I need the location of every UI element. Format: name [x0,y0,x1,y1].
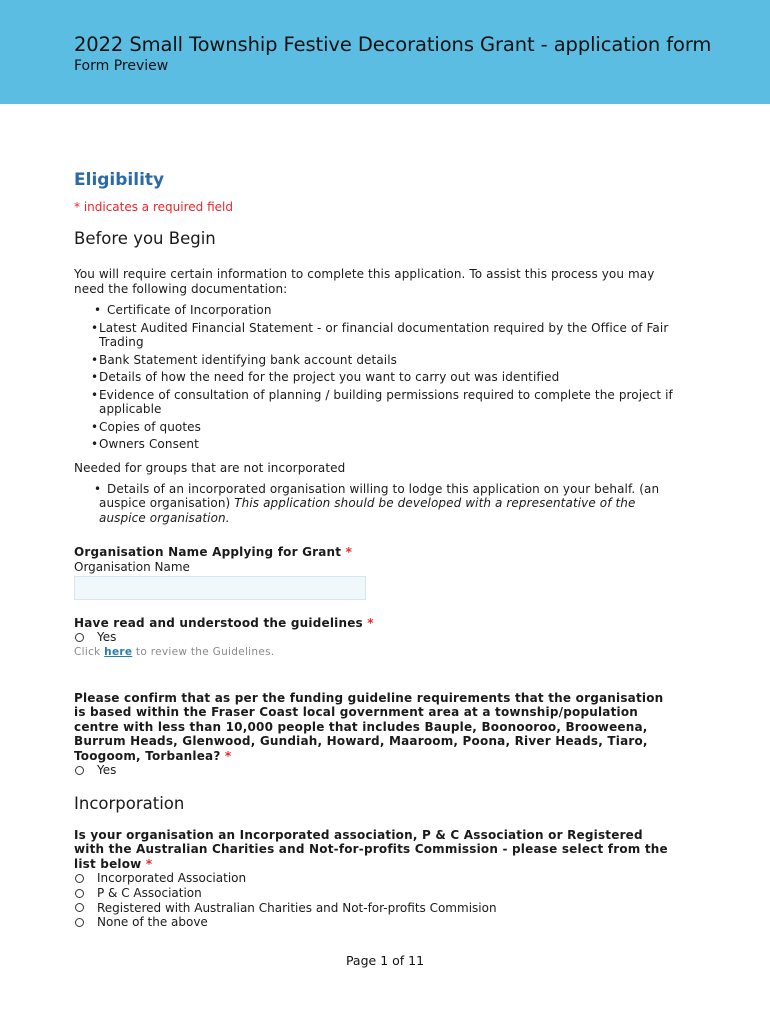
radio-button[interactable] [75,874,84,883]
radio-button[interactable] [75,903,84,912]
list-item: • Latest Audited Financial Statement - or financial documentation required by the Office of Fair Trading [91,320,669,349]
list-item: • Details of an incorporated organisation willing to lodge this application on your behalf. (an auspice organisation) This application should be developed with a representative of the auspice organisation. [94,481,660,525]
section-title-eligibility: Eligibility [74,170,165,190]
radio-option-incorporated[interactable]: Incorporated Association [74,871,674,886]
auspice-note: This application should be developed with a representative of the auspice organisation. [99,496,636,525]
question-label: Have read and understood the guidelines * [74,615,374,630]
radio-button[interactable] [75,918,84,927]
intro-paragraph: You will require certain information to complete this application. To assist this process you may need the following documentation: [74,267,655,296]
list-item: • Owners Consent [91,437,199,451]
guidelines-link[interactable]: here [104,645,133,658]
page-indicator: Page 1 of 11 [345,953,425,968]
form-content [74,170,674,930]
before-you-begin-heading: Before you Begin [74,229,216,248]
guidelines-hint: Click here to review the Guidelines. [74,645,275,658]
form-header [0,0,770,104]
list-item: • Certificate of Incorporation [94,303,272,317]
field-caption: Organisation Name [74,559,190,574]
required-field-note: * indicates a required field [74,200,233,214]
question-label: Is your organisation an Incorporated association, P & C Association or Registered with the Australian Charities and Not-for-profits Commission - please select from the list below * [74,827,668,871]
required-star: * [367,615,374,630]
required-star: * [145,856,153,871]
radio-button[interactable] [75,766,84,775]
question-incorporation [74,828,674,930]
required-star: * [224,748,232,763]
radio-button[interactable] [75,889,84,898]
list-item: • Details of how the need for the project you want to carry out was identified [91,370,560,384]
bullet-icon: • [91,370,99,384]
auspice-list [74,482,674,526]
form-title: 2022 Small Township Festive Decorations Grant - application form [74,33,712,56]
list-item: • Evidence of consultation of planning / building permissions required to complete the project if applicable [91,387,673,416]
form-subtitle: Form Preview [74,58,169,74]
bullet-icon: • [91,387,99,402]
section-title-incorporation: Incorporation [74,793,185,813]
bullet-icon: • [94,303,102,317]
radio-option-none[interactable]: None of the above [74,915,674,930]
radio-option-yes[interactable]: Yes [74,763,674,778]
not-incorporated-intro: Needed for groups that are not incorporated [74,460,346,475]
radio-button[interactable] [75,633,84,642]
radio-option-yes[interactable]: Yes [74,630,674,645]
list-item: • Bank Statement identifying bank account details [91,352,398,367]
bullet-icon: • [91,437,99,451]
required-star: * [345,545,353,559]
bullet-icon: • [91,352,99,367]
question-label: Organisation Name Applying for Grant * [74,545,353,559]
question-location [74,691,674,778]
documents-list [74,303,674,452]
list-item: • Copies of quotes [91,419,202,434]
bullet-icon: • [91,419,99,434]
radio-option-pc-association[interactable]: P & C Association [74,886,674,901]
organisation-name-input[interactable] [74,576,366,600]
radio-option-acnc[interactable]: Registered with Australian Charities and Not-for-profits Commision [74,900,674,915]
question-org-name [74,545,674,600]
question-guidelines [74,616,674,658]
bullet-icon: • [94,481,102,496]
question-label: Please confirm that as per the funding guideline requirements that the organisation is based within the Fraser Coast local government area at a township/population centre with less than 10,000 people that includes Bauple, Boonooroo, Brooweena, Burrum Heads, Glenwood, Gundiah, Howard, Maaroom, Poona, River Heads, Tiaro, Toogoom, Torbanlea? * [74,690,664,763]
bullet-icon: • [91,320,99,335]
